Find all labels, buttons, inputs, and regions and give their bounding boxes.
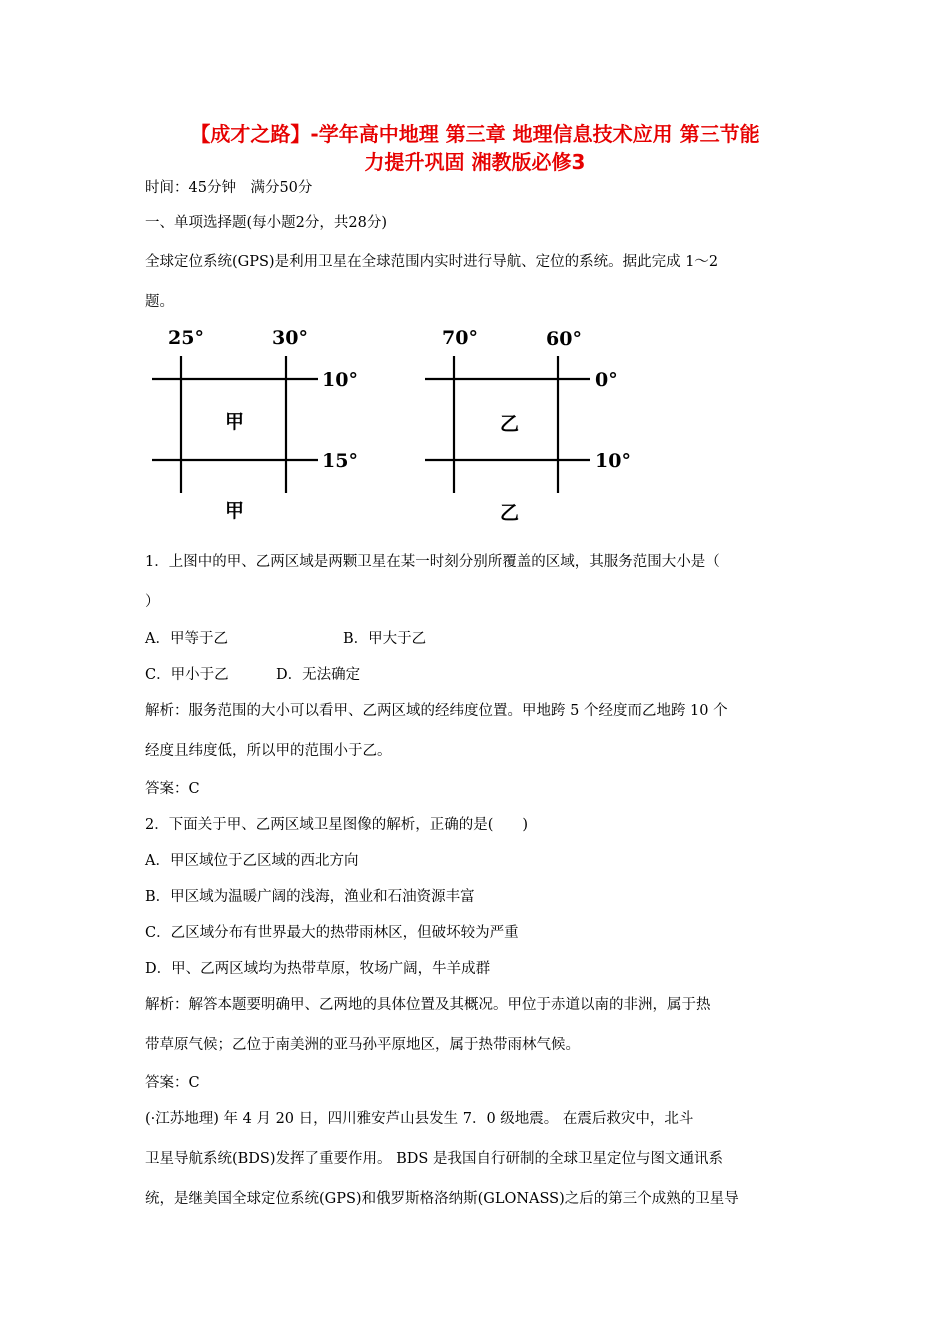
q1-answer: 答案：C (145, 781, 200, 797)
q2-option-a: A．甲区域位于乙区域的西北方向 (145, 853, 359, 869)
q2-analysis-line-1: 解析：解答本题要明确甲、乙两地的具体位置及其概况。甲位于赤道以南的非洲，属于热 (145, 997, 711, 1013)
section-heading: 一、单项选择题(每小题2分，共28分) (145, 215, 387, 231)
q1-stem-line-2: ） (145, 594, 160, 610)
para3-line-3: 统，是继美国全球定位系统(GPS)和俄罗斯格洛纳斯(GLONASS)之后的第三个成熟的卫星导 (145, 1191, 739, 1207)
intro-line-1: 全球定位系统(GPS)是利用卫星在全球范围内实时进行导航、定位的系统。据此完成 1～2 (145, 254, 719, 270)
left-lon-label-b: 30° (272, 327, 308, 349)
q2-option-d: D．甲、乙两区域均为热带草原，牧场广阔，牛羊成群 (145, 961, 491, 977)
right-lon-label-a: 70° (442, 327, 478, 349)
title-line-1: 【成才之路】-学年高中地理 第三章 地理信息技术应用 第三节能 (190, 122, 760, 146)
title-line-2: 力提升巩固 湘教版必修3 (364, 150, 586, 174)
para3-line-2: 卫星导航系统(BDS)发挥了重要作用。 BDS 是我国自行研制的全球卫星定位与图文通讯系 (145, 1151, 723, 1167)
para3-line-1: (·江苏地理) 年 4 月 20 日，四川雅安芦山县发生 7．0 级地震。 在震后救灾中，北斗 (145, 1111, 694, 1127)
left-lat-label-b: 15° (322, 450, 358, 472)
right-region-label: 乙 (500, 413, 520, 435)
q1-option-b: B．甲大于乙 (343, 631, 427, 647)
left-below-label: 甲 (225, 500, 245, 522)
q1-analysis-line-2: 经度且纬度低，所以甲的范围小于乙。 (145, 743, 392, 759)
right-below-label: 乙 (500, 502, 520, 524)
left-region-label: 甲 (225, 411, 245, 433)
left-lon-label-a: 25° (168, 327, 204, 349)
right-lon-label-b: 60° (546, 328, 582, 350)
left-lat-label-a: 10° (322, 369, 358, 391)
document-title (120, 120, 830, 176)
q2-analysis-line-2: 带草原气候；乙位于南美洲的亚马孙平原地区，属于热带雨林气候。 (145, 1037, 580, 1053)
exam-meta: 时间：45分钟 满分50分 (145, 180, 313, 196)
q2-stem: 2．下面关于甲、乙两区域卫星图像的解析，正确的是( ) (145, 817, 529, 833)
right-lat-label-a: 0° (595, 369, 618, 391)
q2-answer: 答案：C (145, 1075, 200, 1091)
q1-option-d: D．无法确定 (276, 667, 361, 683)
q1-stem-line-1: 1．上图中的甲、乙两区域是两颗卫星在某一时刻分别所覆盖的区域，其服务范围大小是（ (145, 554, 720, 570)
q1-option-c: C．甲小于乙 (145, 667, 229, 683)
right-lat-label-b: 10° (595, 450, 631, 472)
q1-option-a: A．甲等于乙 (145, 631, 228, 647)
intro-line-2: 题。 (145, 294, 174, 310)
lat-lon-diagram (140, 318, 660, 528)
q1-analysis-line-1: 解析：服务范围的大小可以看甲、乙两区域的经纬度位置。甲地跨 5 个经度而乙地跨 10 个 (145, 703, 728, 719)
q2-option-b: B．甲区域为温暖广阔的浅海，渔业和石油资源丰富 (145, 889, 475, 905)
q2-option-c: C．乙区域分布有世界最大的热带雨林区，但破坏较为严重 (145, 925, 519, 941)
